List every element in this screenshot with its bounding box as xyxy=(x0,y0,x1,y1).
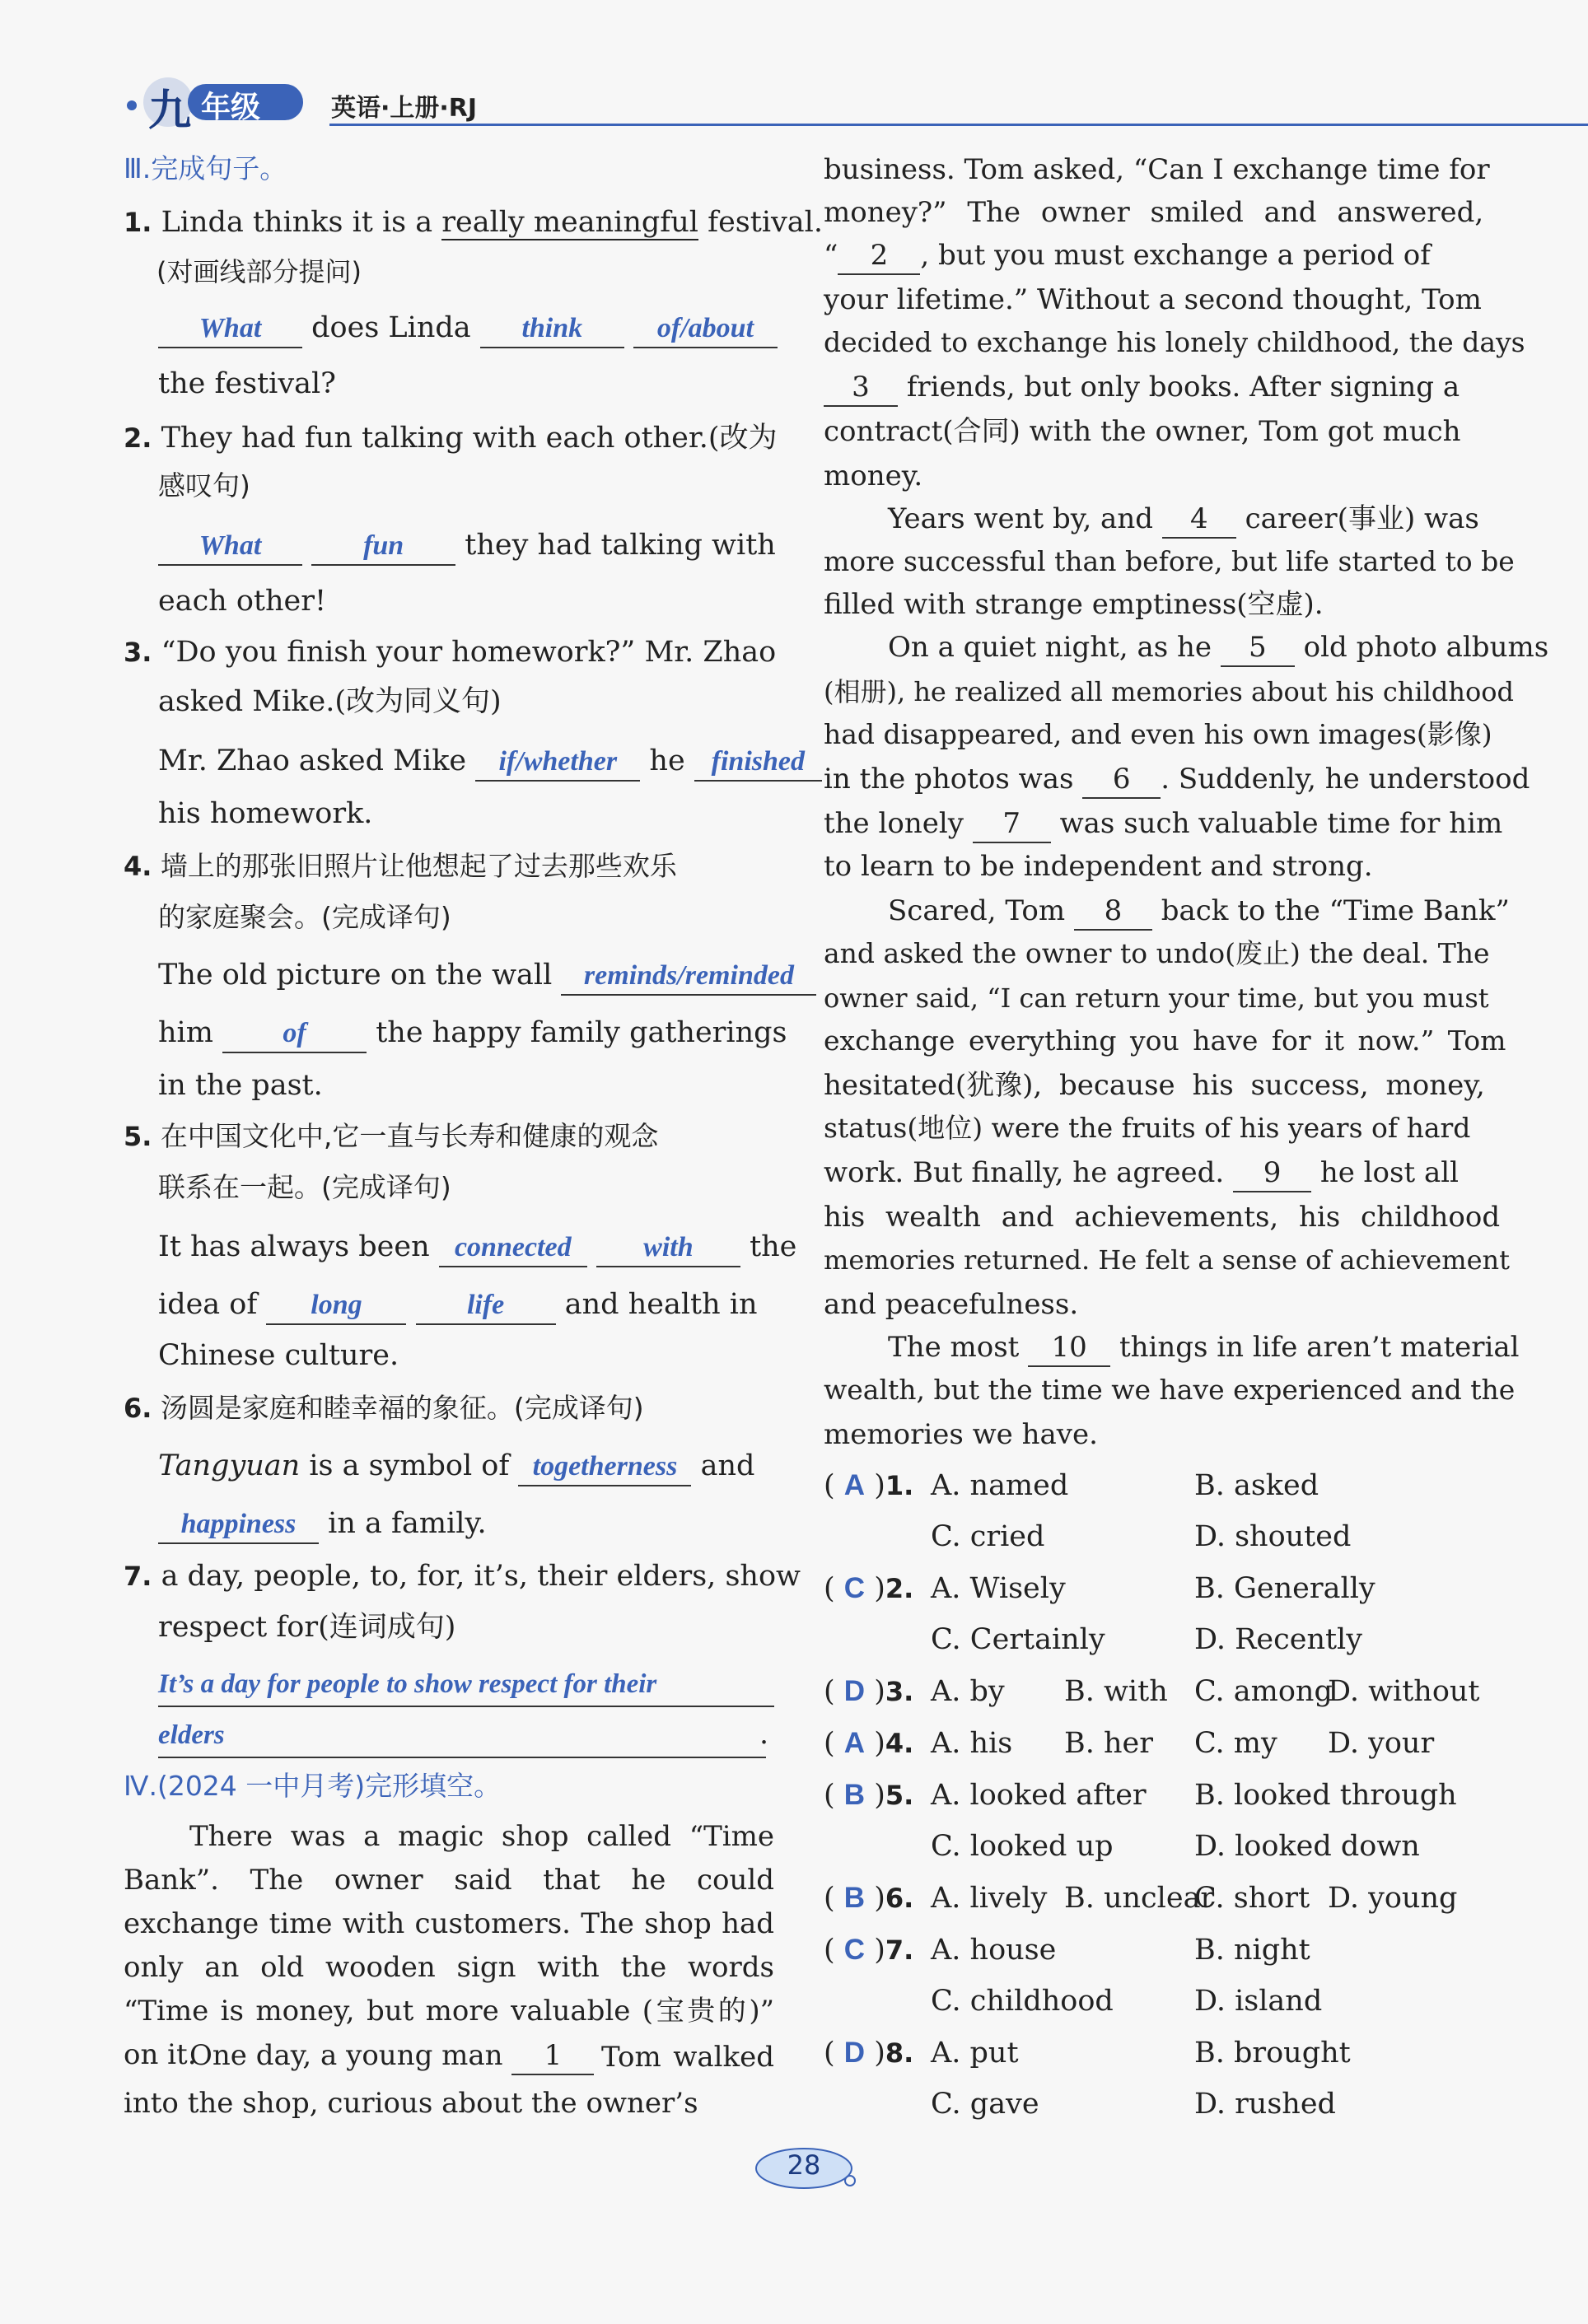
p4-line5 xyxy=(824,802,1502,845)
q5-pre: It has always been xyxy=(158,1230,430,1263)
q1-number: 1. xyxy=(124,207,152,238)
choice-number: 3. xyxy=(885,1676,914,1707)
choice-answer: A xyxy=(843,1469,866,1501)
choice-option: A. Wisely xyxy=(931,1572,1066,1605)
choice-bracket: ( B )5. xyxy=(824,1779,914,1812)
p6-line1 xyxy=(888,1326,1520,1369)
q1-end: the festival? xyxy=(158,367,336,400)
p4-line3: had disappeared, and even his own images(影像) xyxy=(824,718,1492,750)
p4-h: was such valuable time for him xyxy=(1059,807,1503,840)
q5-line2: 联系在一起。(完成译句) xyxy=(158,1171,451,1203)
choice-option: B. unclear xyxy=(1064,1882,1215,1915)
q4-line2: 的家庭聚会。(完成译句) xyxy=(158,901,451,933)
q6-answer-line2 xyxy=(158,1502,487,1545)
choice-bracket: ( B )6. xyxy=(824,1882,914,1915)
p4-line6: to learn to be independent and strong. xyxy=(824,850,1373,883)
q3-line2: asked Mike.(改为同义句) xyxy=(158,685,502,718)
choice-answer: B xyxy=(843,1882,866,1914)
p5-line7 xyxy=(824,1151,1459,1194)
q6-text: 汤圆是家庭和睦幸福的象征。(完成译句) xyxy=(160,1392,644,1424)
q6-number: 6. xyxy=(124,1393,152,1424)
choice-option: A. lively xyxy=(931,1882,1048,1915)
choice-option: C. gave xyxy=(931,2088,1039,2121)
q4-number: 4. xyxy=(124,851,152,882)
p3-a: Years went by, and xyxy=(888,502,1153,535)
p5-line8: his wealth and achievements, his childhood xyxy=(824,1201,1501,1234)
choice-option: C. among xyxy=(1194,1675,1333,1708)
q5-line1 xyxy=(124,1115,658,1158)
q5-answer-3: long xyxy=(266,1287,406,1325)
q2-text: They had fun talking with each other.(改为 xyxy=(161,422,778,455)
p4-e: in the photos was xyxy=(824,763,1074,796)
p5-i: he lost all xyxy=(1319,1156,1459,1189)
p4-line4 xyxy=(824,758,1530,800)
choice-option: A. looked after xyxy=(931,1779,1147,1812)
q1-mid: does Linda xyxy=(311,311,471,344)
q4-answer-1: reminds/reminded xyxy=(561,958,816,996)
p3-line2: more successful than before, but life started to be xyxy=(824,545,1515,577)
choice-option: D. looked down xyxy=(1194,1830,1420,1863)
choice-number: 4. xyxy=(885,1728,914,1759)
q6-end: in a family. xyxy=(328,1507,487,1540)
blank-6: 6 xyxy=(1082,761,1161,799)
q7-text: a day, people, to, for, it’s, their elders, show xyxy=(161,1560,801,1593)
q1-instruction: (对画线部分提问) xyxy=(156,256,362,287)
choice-option: B. brought xyxy=(1194,2037,1351,2070)
choice-number: 2. xyxy=(885,1573,914,1604)
q1-answer-2: think xyxy=(480,310,624,348)
choice-option: A. by xyxy=(931,1675,1005,1708)
p5-line3: owner said, “I can return your time, but you must xyxy=(824,982,1489,1014)
q4-him: him xyxy=(158,1016,213,1049)
choice-option: D. without xyxy=(1328,1675,1480,1708)
q5-answer-2: with xyxy=(596,1230,740,1267)
rc-line3-post: , but you must exchange a period of xyxy=(920,239,1431,272)
q4-pre: The old picture on the wall xyxy=(158,959,553,992)
choice-answer: C xyxy=(843,1934,866,1966)
q3-number: 3. xyxy=(124,637,152,668)
p6-b: things in life aren’t material xyxy=(1119,1331,1520,1364)
choice-option: B. with xyxy=(1064,1675,1168,1708)
choice-number: 7. xyxy=(885,1934,914,1966)
section3-title: Ⅲ.完成句子。 xyxy=(124,152,287,184)
q1-post: festival. xyxy=(708,206,823,239)
choice-answer: D xyxy=(843,2037,866,2069)
rc-line5: decided to exchange his lonely childhood, the days xyxy=(824,326,1525,358)
p4-a: On a quiet night, as he xyxy=(888,631,1212,664)
choice-option: C. childhood xyxy=(931,1985,1114,2018)
q5-answer-1: connected xyxy=(439,1230,587,1267)
p4-f: . Suddenly, he understood xyxy=(1161,763,1530,796)
q2-line1 xyxy=(124,417,778,460)
grade-char: 九 xyxy=(148,86,192,136)
blank-1: 1 xyxy=(511,2037,594,2075)
p5-line10: and peacefulness. xyxy=(824,1288,1079,1321)
choice-option: B. looked through xyxy=(1194,1779,1457,1812)
q1-underlined: really meaningful xyxy=(441,206,698,239)
p5-line1 xyxy=(888,889,1510,932)
q3-answer-1: if/whether xyxy=(475,744,640,782)
q7-line1 xyxy=(124,1555,801,1598)
q5-text: 在中国文化中,它一直与长寿和健康的观念 xyxy=(160,1120,659,1152)
rc-line8: money. xyxy=(824,460,923,492)
choice-option: D. your xyxy=(1328,1727,1435,1760)
rc-line7: contract(合同) with the owner, Tom got much xyxy=(824,415,1461,448)
choice-number: 5. xyxy=(885,1780,914,1811)
choice-answer: C xyxy=(843,1572,866,1604)
choice-number: 8. xyxy=(885,2037,914,2069)
q6-answer-1: togetherness xyxy=(518,1449,691,1486)
q4-end: in the past. xyxy=(158,1069,323,1102)
choice-option: C. cried xyxy=(931,1520,1045,1553)
header-rule xyxy=(329,124,1588,126)
q4-text: 墙上的那张旧照片让他想起了过去那些欢乐 xyxy=(160,850,677,882)
choice-option: C. my xyxy=(1194,1727,1277,1760)
choice-option: D. shouted xyxy=(1194,1520,1352,1553)
q5-answer-line1 xyxy=(158,1225,796,1268)
p6-line3: memories we have. xyxy=(824,1418,1098,1451)
p2-pre: One day, a young man xyxy=(189,2039,503,2072)
q7-period: . xyxy=(759,1718,769,1751)
q2-end: each other! xyxy=(158,585,327,618)
q4-post: the happy family gatherings xyxy=(376,1016,787,1049)
q4-line1 xyxy=(124,845,677,888)
p5-line5: hesitated(犹豫), because his success, money, xyxy=(824,1069,1485,1102)
rc-line4: your lifetime.” Without a second thought, Tom xyxy=(824,283,1482,316)
q6-line1 xyxy=(124,1387,644,1430)
q5-post: and health in xyxy=(564,1288,758,1321)
choice-option: B. her xyxy=(1064,1727,1153,1760)
choice-bracket: ( C )7. xyxy=(824,1934,914,1967)
p4-line2: (相册), he realized all memories about his childhood xyxy=(824,676,1514,707)
q3-mid: he xyxy=(649,744,685,777)
blank-9: 9 xyxy=(1233,1155,1311,1192)
choice-bracket: ( C )2. xyxy=(824,1572,914,1605)
blank-8: 8 xyxy=(1074,893,1152,931)
choice-option: C. Certainly xyxy=(931,1623,1105,1656)
q6-pre: is a symbol of xyxy=(309,1449,510,1482)
p5-line6: status(地位) were the fruits of his years of hard xyxy=(824,1112,1471,1144)
rc-line6-post: friends, but only books. After signing a xyxy=(906,371,1460,404)
q1-answer-line xyxy=(158,306,778,349)
q1-line1 xyxy=(124,201,823,244)
p5-line2: and asked the owner to undo(废止) the deal. The xyxy=(824,937,1490,969)
rc-line2: money?” The owner smiled and answered, xyxy=(824,196,1484,229)
passage-paragraph-1: There was a magic shop called “Time Bank”. The owner said that he could exchange time with customers. The shop had only an old wooden sign with the words “Time is money, but more valuable (宝贵的)” on it. xyxy=(124,1820,774,2071)
choice-bracket: ( D )3. xyxy=(824,1675,914,1708)
p5-line4: exchange everything you have for it now.” Tom xyxy=(824,1024,1506,1057)
choice-option: D. young xyxy=(1328,1882,1458,1915)
choice-number: 6. xyxy=(885,1883,914,1914)
choice-answer: D xyxy=(843,1675,866,1707)
q2-answer-1: What xyxy=(158,528,302,566)
rc-line6 xyxy=(824,366,1460,408)
choice-option: D. rushed xyxy=(1194,2088,1336,2121)
q3-text: “Do you finish your homework?” Mr. Zhao xyxy=(161,636,777,669)
choice-option: B. night xyxy=(1194,1934,1310,1967)
header xyxy=(115,72,1474,136)
choice-option: C. looked up xyxy=(931,1830,1114,1863)
choice-option: D. Recently xyxy=(1194,1623,1363,1656)
q6-answer-2: happiness xyxy=(158,1506,319,1544)
subject-label: 英语·上册·RJ xyxy=(331,94,478,123)
blank-10: 10 xyxy=(1028,1329,1110,1367)
q4-answer-2: of xyxy=(222,1015,367,1053)
q4-answer-line2 xyxy=(158,1011,787,1054)
grade-label: 年级 xyxy=(201,91,261,124)
blank-3: 3 xyxy=(824,369,898,407)
blank-7: 7 xyxy=(973,805,1051,843)
page-number: 28 xyxy=(787,2149,821,2181)
q5-answer-line2 xyxy=(158,1283,758,1326)
p5-h: work. But finally, he agreed. xyxy=(824,1156,1225,1189)
q2-line2: 感叹句) xyxy=(158,469,250,502)
choice-option: A. his xyxy=(931,1727,1013,1760)
choice-option: A. put xyxy=(931,2037,1019,2070)
choice-bracket: ( D )8. xyxy=(824,2037,914,2070)
blank-2: 2 xyxy=(838,237,920,275)
q2-answer-2: fun xyxy=(311,528,455,566)
q6-italic: Tangyuan xyxy=(158,1449,301,1482)
p4-g: the lonely xyxy=(824,807,964,840)
q3-end: his homework. xyxy=(158,797,373,830)
q7-line2: respect for(连词成句) xyxy=(158,1611,456,1644)
blank-4: 4 xyxy=(1162,501,1236,539)
q5-the: the xyxy=(750,1230,797,1263)
q1-answer-1: What xyxy=(158,310,302,348)
p4-line1 xyxy=(888,626,1548,669)
rc-line3: “ 2 , but you must exchange a period of xyxy=(824,234,1431,277)
blank-5: 5 xyxy=(1221,629,1295,667)
q7-number: 7. xyxy=(124,1561,152,1592)
q1-answer-3: of/about xyxy=(633,310,778,348)
q7-answer-2: elders xyxy=(158,1720,225,1750)
choice-option: A. named xyxy=(931,1469,1069,1502)
choice-answer: A xyxy=(843,1727,866,1759)
p5-line9: memories returned. He felt a sense of achievement xyxy=(824,1244,1510,1276)
choice-option: B. Generally xyxy=(1194,1572,1375,1605)
q5-number: 5. xyxy=(124,1121,152,1152)
q5-answer-4: life xyxy=(416,1287,556,1325)
p4-b: old photo albums xyxy=(1303,631,1549,664)
p6-line2: wealth, but the time we have experienced and the xyxy=(824,1374,1516,1406)
q2-number: 2. xyxy=(124,422,152,454)
p3-line1 xyxy=(888,497,1479,540)
q3-answer-2: finished xyxy=(694,744,822,782)
q6-answer-line1 xyxy=(158,1444,754,1487)
q3-pre: Mr. Zhao asked Mike xyxy=(158,744,467,777)
choice-number: 1. xyxy=(885,1470,914,1501)
choice-option: D. island xyxy=(1194,1985,1323,2018)
p6-a: The most xyxy=(888,1331,1020,1364)
p5-b: back to the “Time Bank” xyxy=(1161,894,1510,927)
choice-option: B. asked xyxy=(1194,1469,1319,1502)
q3-line1 xyxy=(124,631,776,674)
section4-title: Ⅳ.(2024 一中月考)完形填空。 xyxy=(124,1770,502,1802)
q2-post: they had talking with xyxy=(465,529,776,562)
q7-answer-line1 xyxy=(158,1662,774,1707)
q7-answer-line2 xyxy=(158,1713,769,1758)
q3-answer-line xyxy=(158,740,822,782)
p5-a: Scared, Tom xyxy=(888,894,1066,927)
q6-and: and xyxy=(700,1449,755,1482)
passage-p2-rest: Tom walked into the shop, curious about the owner’s xyxy=(124,2041,774,2120)
choice-option: A. house xyxy=(931,1934,1057,1967)
rc-line1: business. Tom asked, “Can I exchange time for xyxy=(824,153,1490,186)
q1-pre: Linda thinks it is a xyxy=(161,206,433,239)
p3-b: career(事业) was xyxy=(1245,502,1479,535)
choice-option: C. short xyxy=(1194,1882,1310,1915)
choice-bracket: ( A )1. xyxy=(824,1469,914,1502)
q5-end: Chinese culture. xyxy=(158,1339,399,1372)
q2-answer-line xyxy=(158,524,776,567)
q5-idea: idea of xyxy=(158,1288,258,1321)
choice-bracket: ( A )4. xyxy=(824,1727,914,1760)
p3-line3: filled with strange emptiness(空虚). xyxy=(824,588,1324,621)
q7-answer-1: It’s a day for people to show respect for their xyxy=(158,1669,657,1699)
choice-answer: B xyxy=(843,1779,866,1811)
q4-answer-line1 xyxy=(158,954,816,996)
